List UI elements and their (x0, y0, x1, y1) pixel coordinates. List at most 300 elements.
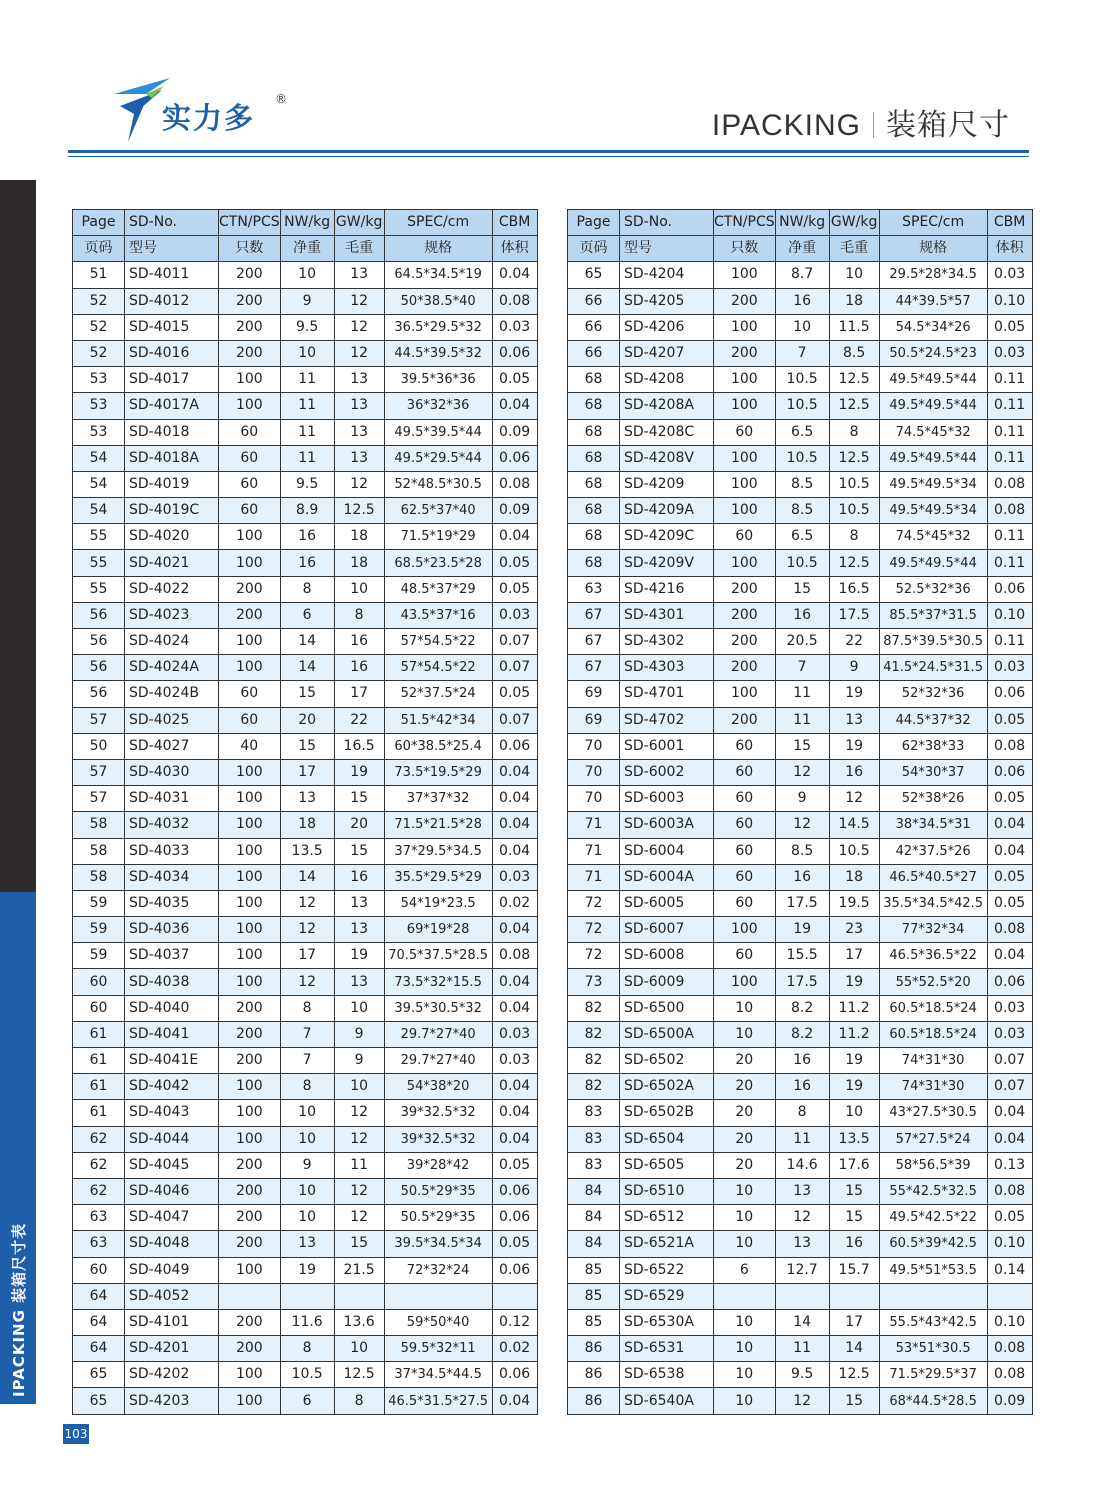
table-cell: 200 (219, 340, 281, 366)
table-cell: 60 (219, 419, 281, 445)
column-header: 体积 (987, 236, 1032, 262)
table-row (568, 576, 1033, 602)
table-cell: 82 (568, 1021, 620, 1047)
table-cell: 14 (280, 864, 334, 890)
table-cell: 10 (829, 1100, 879, 1126)
table-cell: SD-6505 (620, 1152, 714, 1178)
table-cell: 0.13 (987, 1152, 1032, 1178)
table-cell (492, 1283, 537, 1309)
table-cell: 16 (775, 602, 829, 628)
table-cell: 0.07 (492, 655, 537, 681)
table-cell: 100 (219, 1362, 281, 1388)
table-cell: 16.5 (334, 733, 384, 759)
table-cell: 0.11 (987, 393, 1032, 419)
table-cell: 82 (568, 995, 620, 1021)
table-cell: 200 (219, 1231, 281, 1257)
table-row (568, 1152, 1033, 1178)
table-row (73, 1152, 538, 1178)
table-row (568, 393, 1033, 419)
table-cell: 200 (714, 655, 776, 681)
table-cell: 61 (73, 1021, 125, 1047)
table-row (568, 602, 1033, 628)
table-cell: 49.5*49.5*44 (879, 550, 987, 576)
table-cell: 0.10 (987, 288, 1032, 314)
table-cell: 13 (775, 1231, 829, 1257)
brand-title: IPACKING (711, 109, 861, 142)
table-cell: SD-6001 (620, 733, 714, 759)
table-cell: 16 (775, 1048, 829, 1074)
table-row (73, 838, 538, 864)
table-cell: 13 (775, 1178, 829, 1204)
table-cell: 0.10 (987, 1231, 1032, 1257)
table-cell: 0.06 (987, 759, 1032, 785)
table-cell: 85.5*37*31.5 (879, 602, 987, 628)
table-cell: 0.04 (492, 759, 537, 785)
table-cell: 13 (334, 393, 384, 419)
table-cell: 50 (73, 733, 125, 759)
table-cell: SD-4031 (125, 786, 219, 812)
table-row (568, 864, 1033, 890)
table-cell: 9.5 (280, 471, 334, 497)
table-row (73, 1336, 538, 1362)
table-cell: 0.03 (492, 1048, 537, 1074)
column-header: Page (73, 210, 125, 236)
table-cell: 14 (829, 1336, 879, 1362)
table-cell: 200 (714, 602, 776, 628)
table-cell: 54.5*34*26 (879, 314, 987, 340)
table-cell: 62.5*37*40 (384, 498, 492, 524)
table-cell: 60 (714, 419, 776, 445)
table-cell: 67 (568, 629, 620, 655)
title-divider (873, 112, 874, 138)
table-row (73, 943, 538, 969)
table-cell: 72 (568, 917, 620, 943)
table-cell: 0.04 (987, 838, 1032, 864)
table-cell: 52*48.5*30.5 (384, 471, 492, 497)
column-header: CTN/PCS (219, 210, 281, 236)
table-cell: 18 (280, 812, 334, 838)
table-cell: 29.7*27*40 (384, 1048, 492, 1074)
table-cell: SD-6003 (620, 786, 714, 812)
table-cell: 60 (714, 812, 776, 838)
table-cell: 59 (73, 943, 125, 969)
table-cell: 20 (714, 1126, 776, 1152)
table-cell: 49.5*51*53.5 (879, 1257, 987, 1283)
table-cell: 56 (73, 655, 125, 681)
table-cell: 77*32*34 (879, 917, 987, 943)
table-cell: 17 (280, 759, 334, 785)
table-cell: 60 (714, 864, 776, 890)
table-row (568, 969, 1033, 995)
page-title (712, 100, 1010, 144)
table-cell: SD-6531 (620, 1336, 714, 1362)
table-cell: SD-6002 (620, 759, 714, 785)
table-row (73, 1021, 538, 1047)
table-cell: 0.06 (987, 681, 1032, 707)
table-cell: SD-4101 (125, 1309, 219, 1335)
table-cell: 54*30*37 (879, 759, 987, 785)
table-cell: 86 (568, 1336, 620, 1362)
table-cell: 0.10 (987, 1309, 1032, 1335)
table-cell: 46.5*40.5*27 (879, 864, 987, 890)
table-cell: 100 (219, 917, 281, 943)
table-cell: 52 (73, 314, 125, 340)
table-cell: 20 (714, 1074, 776, 1100)
table-cell: 59.5*32*11 (384, 1336, 492, 1362)
table-cell: 54 (73, 471, 125, 497)
table-cell: 49.5*49.5*44 (879, 393, 987, 419)
table-cell: 0.05 (492, 1231, 537, 1257)
table-cell: SD-4025 (125, 707, 219, 733)
table-cell: 13 (334, 262, 384, 288)
table-row (568, 367, 1033, 393)
table-cell: 73.5*19.5*29 (384, 759, 492, 785)
table-cell: SD-4043 (125, 1100, 219, 1126)
table-cell: 0.04 (492, 812, 537, 838)
table-cell: SD-6538 (620, 1362, 714, 1388)
table-cell: 15 (829, 1178, 879, 1204)
table-cell: SD-4041 (125, 1021, 219, 1047)
table-cell: 10.5 (775, 550, 829, 576)
table-cell (879, 1283, 987, 1309)
table-cell: SD-6530A (620, 1309, 714, 1335)
column-header: 型号 (620, 236, 714, 262)
table-row (73, 262, 538, 288)
table-cell: SD-6502A (620, 1074, 714, 1100)
table-cell: SD-4024 (125, 629, 219, 655)
table-cell: 0.06 (492, 1362, 537, 1388)
table-cell: 0.08 (987, 733, 1032, 759)
table-cell: SD-6003A (620, 812, 714, 838)
table-row (73, 786, 538, 812)
table-cell: 64.5*34.5*19 (384, 262, 492, 288)
table-cell: 82 (568, 1048, 620, 1074)
table-cell: 53 (73, 393, 125, 419)
table-row (568, 995, 1033, 1021)
table-cell: 0.03 (492, 1021, 537, 1047)
table-cell: 0.05 (987, 314, 1032, 340)
table-row (73, 314, 538, 340)
table-cell: 0.14 (987, 1257, 1032, 1283)
table-cell: SD-4201 (125, 1336, 219, 1362)
table-row (568, 838, 1033, 864)
table-cell: 0.04 (492, 524, 537, 550)
table-cell: 12 (775, 1205, 829, 1231)
table-row (568, 1100, 1033, 1126)
table-row (73, 471, 538, 497)
table-cell: 43*27.5*30.5 (879, 1100, 987, 1126)
table-cell: 18 (334, 524, 384, 550)
table-cell: 23 (829, 917, 879, 943)
table-cell: SD-4047 (125, 1205, 219, 1231)
table-cell: SD-4052 (125, 1283, 219, 1309)
table-cell: 37*34.5*44.5 (384, 1362, 492, 1388)
table-cell: 15 (280, 733, 334, 759)
table-cell: 0.05 (492, 576, 537, 602)
table-cell: 12 (334, 1126, 384, 1152)
table-cell: 70 (568, 786, 620, 812)
table-cell: 52*32*36 (879, 681, 987, 707)
table-cell: 51 (73, 262, 125, 288)
table-cell: 71.5*19*29 (384, 524, 492, 550)
table-cell: 59*50*40 (384, 1309, 492, 1335)
table-cell: 9 (829, 655, 879, 681)
table-cell: SD-4021 (125, 550, 219, 576)
table-cell (334, 1283, 384, 1309)
table-cell: 8.5 (775, 838, 829, 864)
table-cell: 16 (334, 629, 384, 655)
table-cell: 71.5*29.5*37 (879, 1362, 987, 1388)
table-cell: SD-4018 (125, 419, 219, 445)
table-cell: 8 (280, 1074, 334, 1100)
table-cell: 39.5*30.5*32 (384, 995, 492, 1021)
table-cell: 63 (568, 576, 620, 602)
table-cell: 0.07 (987, 1048, 1032, 1074)
table-cell: SD-4036 (125, 917, 219, 943)
table-cell: 0.03 (987, 340, 1032, 366)
table-row (568, 1309, 1033, 1335)
table-row (568, 340, 1033, 366)
table-row (568, 733, 1033, 759)
table-cell: 0.08 (492, 471, 537, 497)
table-cell: 15.7 (829, 1257, 879, 1283)
table-cell: 10 (775, 314, 829, 340)
table-cell: 0.04 (987, 1100, 1032, 1126)
table-cell: 17 (334, 681, 384, 707)
table-row (73, 655, 538, 681)
table-cell: 200 (714, 288, 776, 314)
table-cell: 17.5 (775, 890, 829, 916)
table-cell: SD-6500A (620, 1021, 714, 1047)
table-cell: 10 (829, 262, 879, 288)
column-header: 只数 (714, 236, 776, 262)
table-row (73, 1388, 538, 1414)
table-cell: 50*38.5*40 (384, 288, 492, 314)
table-cell: 10 (334, 576, 384, 602)
table-cell: 11 (280, 393, 334, 419)
table-cell: 49.5*49.5*34 (879, 498, 987, 524)
table-cell: 100 (219, 838, 281, 864)
table-cell: 58 (73, 812, 125, 838)
table-cell: 0.08 (987, 917, 1032, 943)
table-row (73, 602, 538, 628)
table-cell: 83 (568, 1126, 620, 1152)
table-cell: 42*37.5*26 (879, 838, 987, 864)
table-cell: 19 (334, 759, 384, 785)
table-cell: 16 (775, 288, 829, 314)
table-row (568, 786, 1033, 812)
table-cell: 100 (219, 550, 281, 576)
table-cell: 86 (568, 1388, 620, 1414)
table-row (568, 943, 1033, 969)
table-cell: SD-6009 (620, 969, 714, 995)
table-cell: 15 (334, 1231, 384, 1257)
table-cell: 13 (334, 890, 384, 916)
table-cell: 84 (568, 1205, 620, 1231)
table-cell: 55 (73, 576, 125, 602)
table-row (568, 759, 1033, 785)
column-header: SPEC/cm (384, 210, 492, 236)
column-header: NW/kg (775, 210, 829, 236)
table-cell: SD-4207 (620, 340, 714, 366)
table-cell: 14 (280, 655, 334, 681)
table-cell: 57*54.5*22 (384, 629, 492, 655)
table-cell: 10.5 (829, 498, 879, 524)
table-cell: 0.07 (987, 1074, 1032, 1100)
table-cell: 22 (334, 707, 384, 733)
table-cell: 68 (568, 419, 620, 445)
table-row (73, 1100, 538, 1126)
table-cell: SD-6504 (620, 1126, 714, 1152)
table-cell: 10 (334, 1074, 384, 1100)
column-header: SD-No. (125, 210, 219, 236)
table-cell: 18 (829, 864, 879, 890)
column-header: 净重 (775, 236, 829, 262)
table-cell: 0.08 (987, 1178, 1032, 1204)
table-cell: 19 (829, 733, 879, 759)
table-cell (280, 1283, 334, 1309)
table-cell: 10 (714, 1205, 776, 1231)
table-row (568, 1178, 1033, 1204)
table-cell: 39*32.5*32 (384, 1126, 492, 1152)
table-cell: 84 (568, 1231, 620, 1257)
table-cell: 0.04 (492, 786, 537, 812)
table-cell (775, 1283, 829, 1309)
table-cell: 0.08 (987, 471, 1032, 497)
table-cell: 8 (775, 1100, 829, 1126)
table-cell: 14 (280, 629, 334, 655)
table-cell: 7 (775, 340, 829, 366)
table-cell: 13.6 (334, 1309, 384, 1335)
table-cell: 54*19*23.5 (384, 890, 492, 916)
header-row (73, 210, 538, 236)
table-cell: 100 (219, 367, 281, 393)
column-header: NW/kg (280, 210, 334, 236)
table-row (73, 550, 538, 576)
table-cell: 200 (219, 1152, 281, 1178)
table-cell: 0.06 (987, 576, 1032, 602)
table-cell: SD-4041E (125, 1048, 219, 1074)
table-cell: 100 (714, 471, 776, 497)
table-cell: 56 (73, 681, 125, 707)
table-cell: 36*32*36 (384, 393, 492, 419)
table-cell: 100 (219, 890, 281, 916)
table-cell: SD-4049 (125, 1257, 219, 1283)
table-cell: 68 (568, 367, 620, 393)
table-cell: 0.06 (492, 1257, 537, 1283)
table-cell: 60.5*18.5*24 (879, 1021, 987, 1047)
table-cell: 49.5*39.5*44 (384, 419, 492, 445)
table-cell: 17 (829, 943, 879, 969)
table-cell: 49.5*49.5*44 (879, 445, 987, 471)
column-header: 净重 (280, 236, 334, 262)
table-row (73, 1283, 538, 1309)
table-row (568, 288, 1033, 314)
table-row (568, 550, 1033, 576)
table-cell: SD-6004A (620, 864, 714, 890)
table-cell: 52.5*32*36 (879, 576, 987, 602)
table-cell: 17 (829, 1309, 879, 1335)
table-cell: SD-4019 (125, 471, 219, 497)
table-cell: 39*32.5*32 (384, 1100, 492, 1126)
table-cell: 7 (280, 1021, 334, 1047)
table-row (73, 890, 538, 916)
table-cell: 10 (714, 1178, 776, 1204)
table-cell: 71 (568, 864, 620, 890)
table-cell: 72 (568, 943, 620, 969)
table-cell: 200 (219, 1309, 281, 1335)
table-cell: 0.12 (492, 1309, 537, 1335)
table-row (73, 576, 538, 602)
table-cell: 57 (73, 759, 125, 785)
table-cell: 64 (73, 1309, 125, 1335)
table-cell: 10.5 (280, 1362, 334, 1388)
table-cell: 56 (73, 602, 125, 628)
table-cell: 60 (219, 445, 281, 471)
column-header: 型号 (125, 236, 219, 262)
table-cell: SD-6502B (620, 1100, 714, 1126)
table-cell: 15 (829, 1205, 879, 1231)
table-cell: 48.5*37*29 (384, 576, 492, 602)
table-cell: 18 (829, 288, 879, 314)
column-header: 只数 (219, 236, 281, 262)
table-cell: SD-4032 (125, 812, 219, 838)
table-cell: 0.03 (987, 655, 1032, 681)
table-cell: 9 (334, 1048, 384, 1074)
table-row (568, 1021, 1033, 1047)
table-cell: 85 (568, 1283, 620, 1309)
table-cell: SD-4303 (620, 655, 714, 681)
table-cell (219, 1283, 281, 1309)
table-cell: 16 (775, 1074, 829, 1100)
table-cell: 40 (219, 733, 281, 759)
header-rule (68, 150, 1029, 153)
table-cell: 38*34.5*31 (879, 812, 987, 838)
table-cell: 0.04 (492, 393, 537, 419)
table-cell: SD-4016 (125, 340, 219, 366)
table-cell: 0.04 (987, 1126, 1032, 1152)
table-cell: 68 (568, 550, 620, 576)
table-cell: 0.11 (987, 550, 1032, 576)
header-row (568, 236, 1033, 262)
table-row (73, 1205, 538, 1231)
table-cell: 12 (334, 340, 384, 366)
table-cell: 0.04 (492, 1074, 537, 1100)
column-header: GW/kg (829, 210, 879, 236)
table-cell: 46.5*31.5*27.5 (384, 1388, 492, 1414)
table-cell: 12 (334, 1178, 384, 1204)
table-cell: 72*32*24 (384, 1257, 492, 1283)
table-row (568, 419, 1033, 445)
table-row (73, 812, 538, 838)
table-row (568, 262, 1033, 288)
table-cell: 13 (334, 917, 384, 943)
table-cell: SD-4040 (125, 995, 219, 1021)
table-cell: 100 (219, 1257, 281, 1283)
table-cell: 73.5*32*15.5 (384, 969, 492, 995)
table-cell: 74*31*30 (879, 1074, 987, 1100)
table-cell: 49.5*42.5*22 (879, 1205, 987, 1231)
table-cell: SD-4023 (125, 602, 219, 628)
table-cell: 19 (775, 917, 829, 943)
table-row (73, 288, 538, 314)
table-cell: 10 (280, 1100, 334, 1126)
table-cell: 0.06 (492, 1178, 537, 1204)
table-cell: SD-4030 (125, 759, 219, 785)
table-cell: 54 (73, 498, 125, 524)
table-cell: 100 (219, 629, 281, 655)
table-cell: 6 (280, 602, 334, 628)
